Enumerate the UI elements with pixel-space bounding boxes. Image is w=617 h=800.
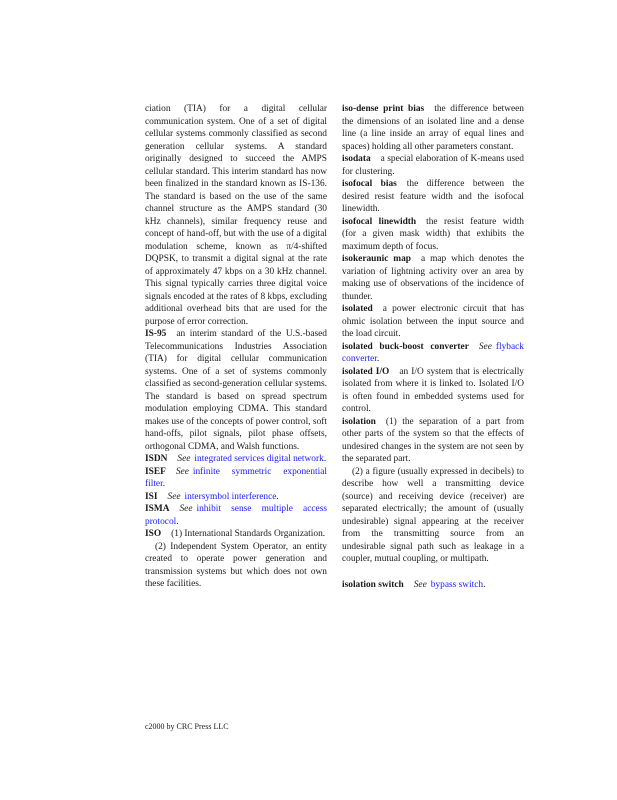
cross-reference-link[interactable]: bypass switch [430,580,484,590]
entry-definition-2: (2) a figure (usually expressed in decibels) to describe how well a transmitting device (source) and receiving device (receiver) are separated electrically; the amount of (usually undesirable) signal appearing at the receiver from the transmitting source from an undesirable signal path such as leakage in a coupler, mutual coupling, or multipath. [342,466,524,564]
entry-definition: a special elaboration of K-means used for clustering. [342,154,524,177]
cross-reference-link[interactable]: intersymbol interference [184,491,277,502]
see-label: See [179,504,193,514]
entry-isofocal-linewidth [342,216,524,254]
right-column [342,103,524,592]
entry-isodata [342,153,524,178]
entry-term: ISI [145,491,158,502]
continued-definition: ciation (TIA) for a digital cellular communication system. One of a set of digital cellular systems commonly classified as second generation cellular systems. A standard originally designed to succeed the AMPS cellular standard. This interim standard has now been finalized in the standard known as IS-136. The standard is based on the use of the same channel structure as the AMPS standard (30 kHz channels), similar frequency reuse and concept of hand-off, but with the use of a digital modulation scheme, known as π/4-shifted DQPSK, to transmit a digital signal at the rate of approximately 47 kbps on a 30 kHz channel. This signal typically carries three digital voice signals encoded at the rates of 8 kbps, excluding additional overhead bits that are used for the purpose of error correction. [145,104,327,327]
entry-definition: an interim standard of the U.S.-based Telecommunications Industries Association (TIA) for digital cellular communication systems. One of a set of systems commonly classified as second-generation cellular systems. The standard is based on spread spectrum modulation employing CDMA. This standard makes use of the concepts of power control, soft hand-offs, pilot signals, pilot phase offsets, orthogonal CDMA, and Walsh functions. [145,329,327,452]
cross-reference-link[interactable]: flyback converter [342,341,524,364]
cross-reference-link[interactable]: integrated services digital network [194,454,324,464]
entry-term: isokeraunic map [342,254,411,264]
entry-term: ISEF [145,466,166,477]
entry-definition: the difference between the dimensions of an isolated line and a dense line (a line inside an array of equal lines and spaces) holding all other parameters constant. [342,104,524,152]
entry-isolated-io [342,366,524,416]
entry-isokeraunic-map [342,253,524,303]
entry-term: ISDN [145,454,168,464]
entry-isolated [342,303,524,341]
entry-term: isolated [342,304,373,314]
entry-definition-1: (1) the separation of a part from other parts of the system so that the effects of undesired changes in the system are not seen by the separated part. [342,416,524,464]
entry-definition: the resist feature width (for a given mask width) that exhibits the maximum depth of focus. [342,216,524,252]
entry-isdn: ISDN See integrated services digital network. [145,454,327,464]
entry-iso-dense-print-bias [342,103,524,153]
entry-term: isodata [342,154,371,164]
cross-reference-link[interactable]: infinite symmetric exponential filter [145,466,327,489]
entry-term: isofocal linewidth [342,216,417,227]
entry-term: iso-dense print bias [342,104,425,114]
see-label: See [167,491,181,502]
entry-iso [145,528,327,591]
entry-isma: ISMA See inhibit sense multiple access protocol. [145,504,327,527]
see-label: See [175,466,189,477]
entry-isolation-switch: isolation switch See bypass switch. [342,580,486,590]
see-label: See [413,580,427,590]
entry-term: isofocal bias [342,179,397,189]
entry-is-95 [145,328,327,453]
entry-isef: ISEF See infinite symmetric exponential filter. [145,466,327,489]
entry-isofocal-bias [342,178,524,216]
entry-term: IS-95 [145,329,167,339]
entry-term: ISO [145,529,162,539]
entry-isolated-buck-boost-converter: isolated buck-boost converter See flyback converter. [342,341,524,364]
entry-term: isolated I/O [342,366,390,377]
entry-term: isolation switch [342,580,404,590]
entry-isolation [342,416,524,566]
entry-term: isolated buck-boost converter [342,341,469,352]
entry-definition: a power electronic circuit that has ohmic isolation between the input source and the load circuit. [342,304,524,339]
see-label: See [177,454,191,464]
entry-definition: the difference between the desired resist feature width and the isofocal linewidth. [342,179,524,214]
left-column [145,103,327,604]
entry-definition: a map which denotes the variation of lightning activity over an area by making use of observations of the incidence of thunder. [342,254,524,302]
entry-definition-1: (1) International Standards Organization. [171,529,326,539]
entry-term: isolation [342,416,376,427]
entry-term: ISMA [145,504,170,514]
cross-reference-link[interactable]: inhibit sense multiple access protocol [145,504,327,527]
entry-isi: ISI See intersymbol interference. [145,491,279,502]
copyright-footer: c2000 by CRC Press LLC [145,722,229,731]
see-label: See [478,341,492,352]
entry-definition: an I/O system that is electrically isolated from where it is linked to. Isolated I/O is often found in embedded systems used for control. [342,366,524,414]
entry-definition-2: (2) Independent System Operator, an entity created to operate power generation and transmission systems but which does not own these facilities. [145,541,327,589]
